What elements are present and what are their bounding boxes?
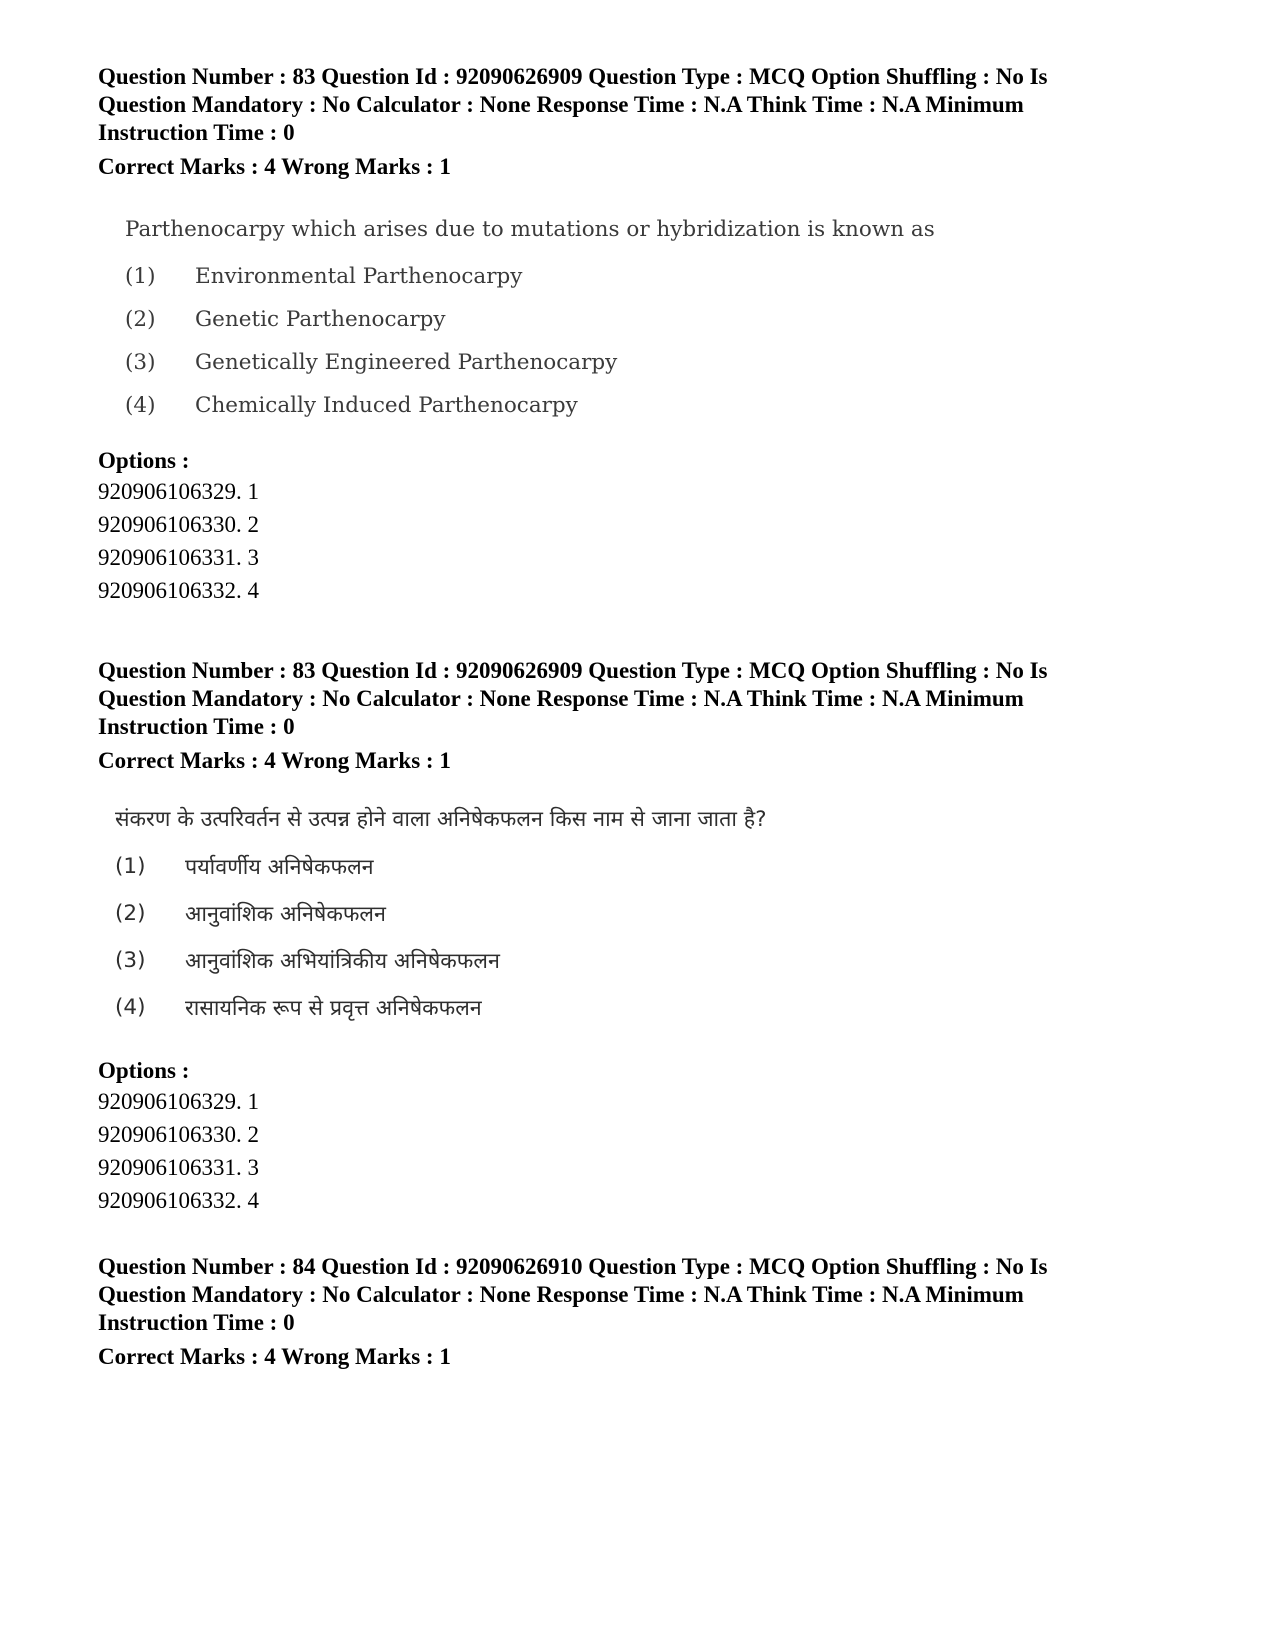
question-meta-line: Question Number : 84 Question Id : 92090626910 Question Type : MCQ Option Shuffling : No Is: [98, 1254, 1048, 1279]
question-block-83-english: [98, 63, 1178, 607]
question-meta-line: Question Number : 83 Question Id : 92090626909 Question Type : MCQ Option Shuffling : No Is: [98, 658, 1048, 683]
options-label: Options :: [98, 1058, 190, 1083]
question-meta-line: Question Mandatory : No Calculator : None Response Time : N.A Think Time : N.A Minimum: [98, 1282, 1024, 1307]
question-meta-line: Question Mandatory : No Calculator : None Response Time : N.A Think Time : N.A Minimum: [98, 92, 1024, 117]
question-image: [125, 215, 1178, 427]
choice-number: (1): [125, 264, 156, 289]
choice-number: (1): [115, 854, 146, 879]
option-id: 920906106331. 3: [98, 545, 259, 570]
answer-choice: [125, 298, 1178, 341]
option-id: 920906106329. 1: [98, 1089, 259, 1114]
question-image: [115, 805, 1178, 1031]
question-text: संकरण के उत्परिवर्तन से उत्पन्न होने वाला अनिषेकफलन किस नाम से जाना जाता है?: [115, 807, 767, 832]
question-meta-line: Instruction Time : 0: [98, 120, 295, 145]
question-meta-line: Instruction Time : 0: [98, 1310, 295, 1335]
choice-text: आनुवांशिक अभियांत्रिकीय अनिषेकफलन: [185, 949, 500, 974]
answer-choice: [115, 890, 1178, 937]
question-meta-line: Instruction Time : 0: [98, 714, 295, 739]
answer-choice: [115, 984, 1178, 1031]
choice-text: Chemically Induced Parthenocarpy: [195, 393, 578, 418]
choice-text: Genetically Engineered Parthenocarpy: [195, 350, 618, 375]
choice-text: Genetic Parthenocarpy: [195, 307, 446, 332]
choice-number: (3): [115, 948, 146, 973]
option-id: 920906106330. 2: [98, 1122, 259, 1147]
marks-line: Correct Marks : 4 Wrong Marks : 1: [98, 1344, 451, 1369]
choice-text: रासायनिक रूप से प्रवृत्त अनिषेकफलन: [185, 996, 482, 1021]
question-block-83-hindi: [98, 657, 1178, 1217]
answer-choice: [125, 255, 1178, 298]
choice-number: (4): [115, 995, 146, 1020]
marks-line: Correct Marks : 4 Wrong Marks : 1: [98, 154, 451, 179]
option-id: 920906106329. 1: [98, 479, 259, 504]
choice-text: आनुवांशिक अनिषेकफलन: [185, 902, 386, 927]
answer-choice: [115, 843, 1178, 890]
options-label: Options :: [98, 448, 190, 473]
choice-number: (4): [125, 393, 156, 418]
choice-number: (2): [115, 901, 146, 926]
answer-choice: [125, 384, 1178, 427]
option-id: 920906106332. 4: [98, 1188, 259, 1213]
option-id: 920906106331. 3: [98, 1155, 259, 1180]
choice-text: पर्यावर्णीय अनिषेकफलन: [185, 855, 374, 880]
marks-line: Correct Marks : 4 Wrong Marks : 1: [98, 748, 451, 773]
answer-choice: [115, 937, 1178, 984]
answer-choice: [125, 341, 1178, 384]
question-text: Parthenocarpy which arises due to mutations or hybridization is known as: [125, 217, 935, 242]
option-id: 920906106332. 4: [98, 578, 259, 603]
question-meta-line: Question Number : 83 Question Id : 92090626909 Question Type : MCQ Option Shuffling : No Is: [98, 64, 1048, 89]
question-meta-line: Question Mandatory : No Calculator : None Response Time : N.A Think Time : N.A Minimum: [98, 686, 1024, 711]
choice-number: (2): [125, 307, 156, 332]
question-block-84: [98, 1253, 1178, 1371]
option-id: 920906106330. 2: [98, 512, 259, 537]
choice-text: Environmental Parthenocarpy: [195, 264, 523, 289]
choice-number: (3): [125, 350, 156, 375]
